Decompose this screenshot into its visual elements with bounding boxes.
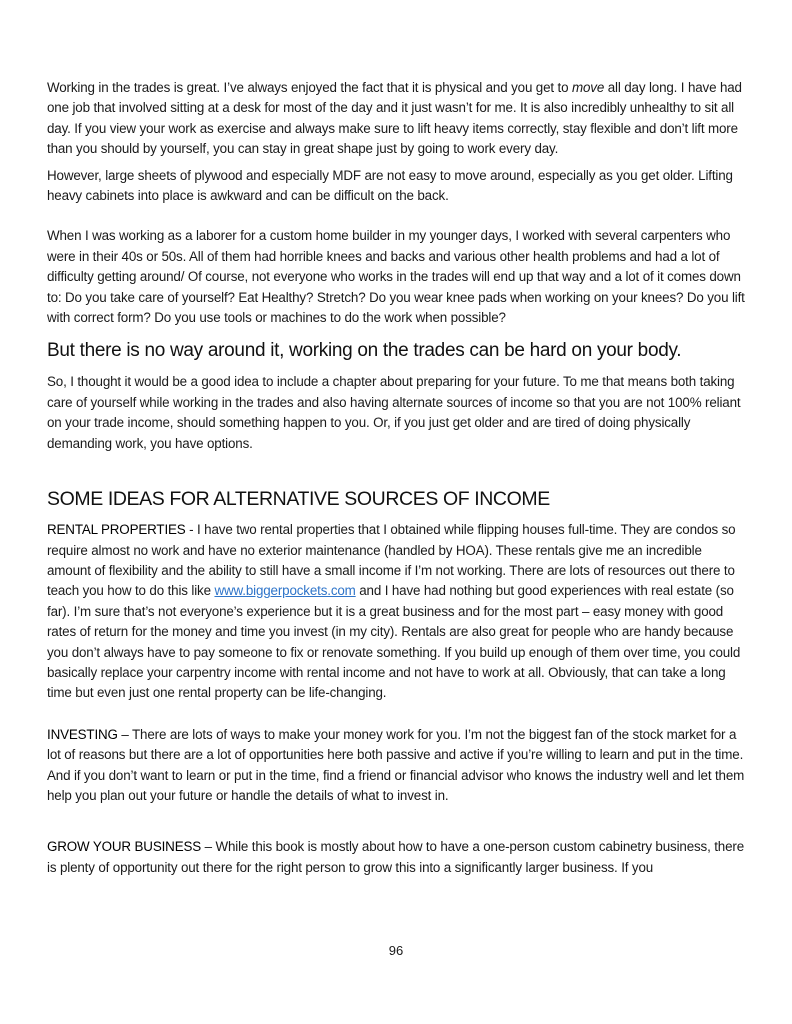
paragraph-rental-properties: RENTAL PROPERTIES - I have two rental properties that I obtained while flipping houses full-time. They are condos so require almost no work and have no exterior maintenance (handled by HOA). These rentals give me an incredible amount of flexibility and the ability to still have a small income if I’m not working. There are lots of resources out there to teach you how to do this like www.biggerpockets.com and I have had nothing but good experiences with real estate (so far). I’m sure that’s not everyone’s experience but it is a great business and for the most part – easy money with good rates of return for the money and time you invest (in my city). Rentals are also great for people who are handy because you don’t always have to pay someone to fix or renovate something. If you build up enough of them over time, you could basically replace your carpentry income with rental income and not have to work at all. Obviously, that can take a long time but even just one rental property can be life-changing. xyxy=(47,522,741,701)
investing-label: INVESTING xyxy=(47,726,118,742)
section-heading-alternative-income: SOME IDEAS FOR ALTERNATIVE SOURCES OF INCOME xyxy=(47,488,550,511)
grow-business-label: GROW YOUR BUSINESS xyxy=(47,839,202,855)
pullquote-heading: But there is no way around it, working on the trades can be hard on your body. xyxy=(47,340,682,362)
paragraph-preparing-future: So, I thought it would be a good idea to include a chapter about preparing for your future. To me that means both taking care of yourself while working in the trades and also having alternate sources of income so that you are not 100% reliant on your trade income, should something happen to you. Or, if you just get older and are tired of doing physically demanding work, you have options. xyxy=(47,374,741,451)
emphasis-move: move xyxy=(572,80,605,95)
paragraph-plywood: However, large sheets of plywood and especially MDF are not easy to move around, especially as you get older. Lifting heavy cabinets into place is awkward and can be difficult on the back. xyxy=(47,167,733,204)
paragraph-trades-great: Working in the trades is great. I’ve always enjoyed the fact that it is physical and you get to move all day long. I have had one job that involved sitting at a desk for most of the day and it just wasn’t for me. It is also incredibly unhealthy to sit all day. If you view your work as exercise and always make sure to lift heavy items correctly, stay flexible and don’t lift more than you should by yourself, you can stay in great shape just by going to work every day. xyxy=(47,80,742,157)
rental-properties-label: RENTAL PROPERTIES xyxy=(47,522,186,538)
paragraph-investing: INVESTING – There are lots of ways to make your money work for you. I’m not the biggest fan of the stock market for a lot of reasons but there are a lot of opportunities here both passive and active if you’re willing to learn and put in the time. And if you don’t want to learn or put in the time, find a friend or financial advisor who knows the industry well and let them help you plan out your future or handle the details of what to invest in. xyxy=(47,726,745,803)
paragraph-laborer: When I was working as a laborer for a custom home builder in my younger days, I worked with several carpenters who were in their 40s or 50s. All of them had horrible knees and backs and various other health problems and had a lot of difficulty getting around/ Of course, not everyone who works in the trades will end up that way and a lot of it comes down to: Do you take care of yourself? Eat Healthy? Stretch? Do you wear knee pads when working on your knees? Do you lift with correct form? Do you use tools or machines to do the work when possible? xyxy=(47,228,745,326)
page-number: 96 xyxy=(388,943,404,958)
paragraph-grow-business: GROW YOUR BUSINESS – While this book is mostly about how to have a one-person custom cabinetry business, there is plenty of opportunity out there for the right person to grow this into a significantly larger business. If you xyxy=(47,839,744,875)
document-page xyxy=(47,78,747,878)
biggerpockets-link[interactable]: www.biggerpockets.com xyxy=(214,583,356,599)
